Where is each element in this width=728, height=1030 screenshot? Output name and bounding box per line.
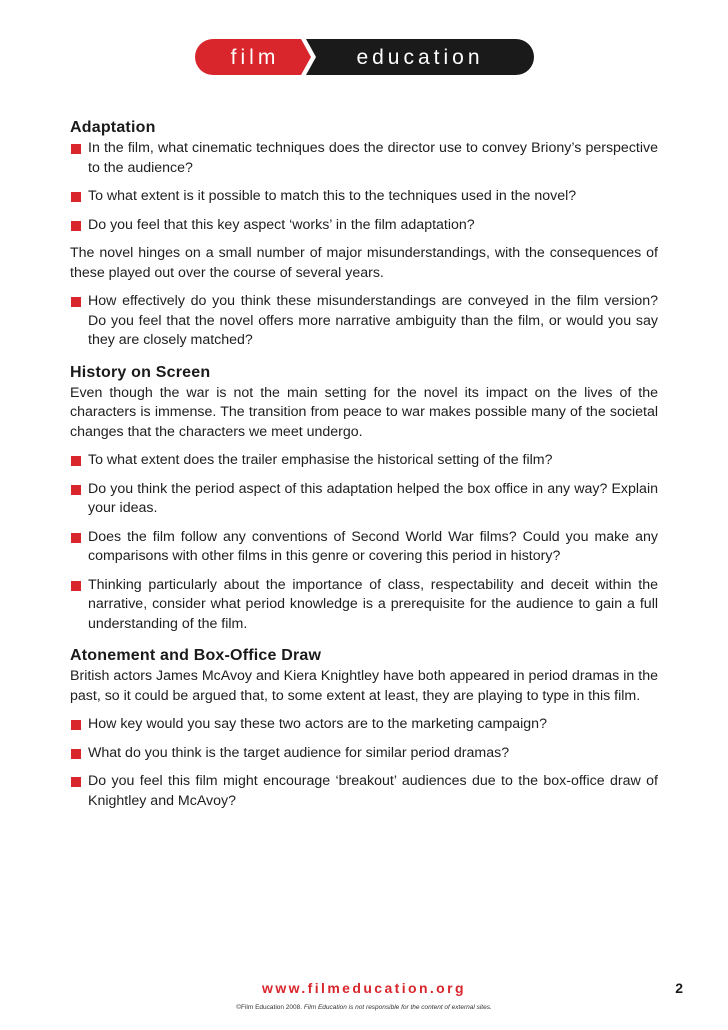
- bullet-item: To what extent does the trailer emphasise the historical setting of the film?: [70, 451, 658, 471]
- film-education-logo: [195, 39, 534, 75]
- bullet-item: Do you feel this film might encourage ‘breakout’ audiences due to the box-office draw of Knightley and McAvoy?: [70, 772, 658, 811]
- svg-text:film: film: [230, 46, 280, 69]
- section-heading: Adaptation: [70, 119, 156, 136]
- bullet-item: To what extent is it possible to match this to the techniques used in the novel?: [70, 187, 658, 207]
- bullet-item: What do you think is the target audience for similar period dramas?: [70, 744, 658, 764]
- bullet-item: Thinking particularly about the importance of class, respectability and deceit within the narrative, consider what period knowledge is a prerequisite for the audience to gain a full understanding of the film.: [70, 576, 658, 635]
- bullet-item: Do you think the period aspect of this adaptation helped the box office in any way? Explain your ideas.: [70, 480, 658, 519]
- section-history-on-screen: [70, 363, 658, 635]
- bullet-item: In the film, what cinematic techniques does the director use to convey Briony’s perspective to the audience?: [70, 139, 658, 178]
- disclaimer-text: Film Education is not responsible for the content of external sites.: [303, 1004, 492, 1011]
- body-paragraph: The novel hinges on a small number of major misunderstandings, with the consequences of these played out over the course of several years.: [70, 245, 658, 281]
- page-number: 2: [675, 980, 683, 996]
- bullet-list: [70, 292, 658, 351]
- copyright-notice: [0, 1004, 728, 1011]
- section-box-office-draw: [70, 646, 658, 811]
- section-heading: Atonement and Box-Office Draw: [70, 647, 322, 664]
- bullet-list: [70, 139, 658, 235]
- bullet-item: How effectively do you think these misunderstandings are conveyed in the film version? Do you feel that the novel offers more narrative ambiguity than the film, or would you say they are closely matched?: [70, 292, 658, 351]
- bullet-item: How key would you say these two actors are to the marketing campaign?: [70, 715, 658, 735]
- bullet-item: Does the film follow any conventions of Second World War films? Could you make any comparisons with other films in this genre or covering this period in history?: [70, 528, 658, 567]
- section-heading: History on Screen: [70, 363, 211, 381]
- body-paragraph: British actors James McAvoy and Kiera Knightley have both appeared in period dramas in the past, so it could be argued that, to some extent at least, they are playing to type in this film.: [70, 668, 658, 704]
- website-link[interactable]: www.filmeducation.org: [262, 980, 466, 996]
- copyright-text: ©Film Education 2008.: [236, 1004, 303, 1011]
- bullet-item: Do you feel that this key aspect ‘works’ in the film adaptation?: [70, 216, 658, 236]
- body-paragraph: Even though the war is not the main setting for the novel its impact on the lives of the characters is immense. The transition from peace to war makes possible many of the societal changes that the characters we meet undergo.: [70, 384, 658, 440]
- svg-text:education: education: [356, 46, 484, 69]
- bullet-list: [70, 451, 658, 634]
- section-adaptation: [70, 118, 658, 351]
- main-content: [70, 118, 658, 823]
- bullet-list: [70, 715, 658, 811]
